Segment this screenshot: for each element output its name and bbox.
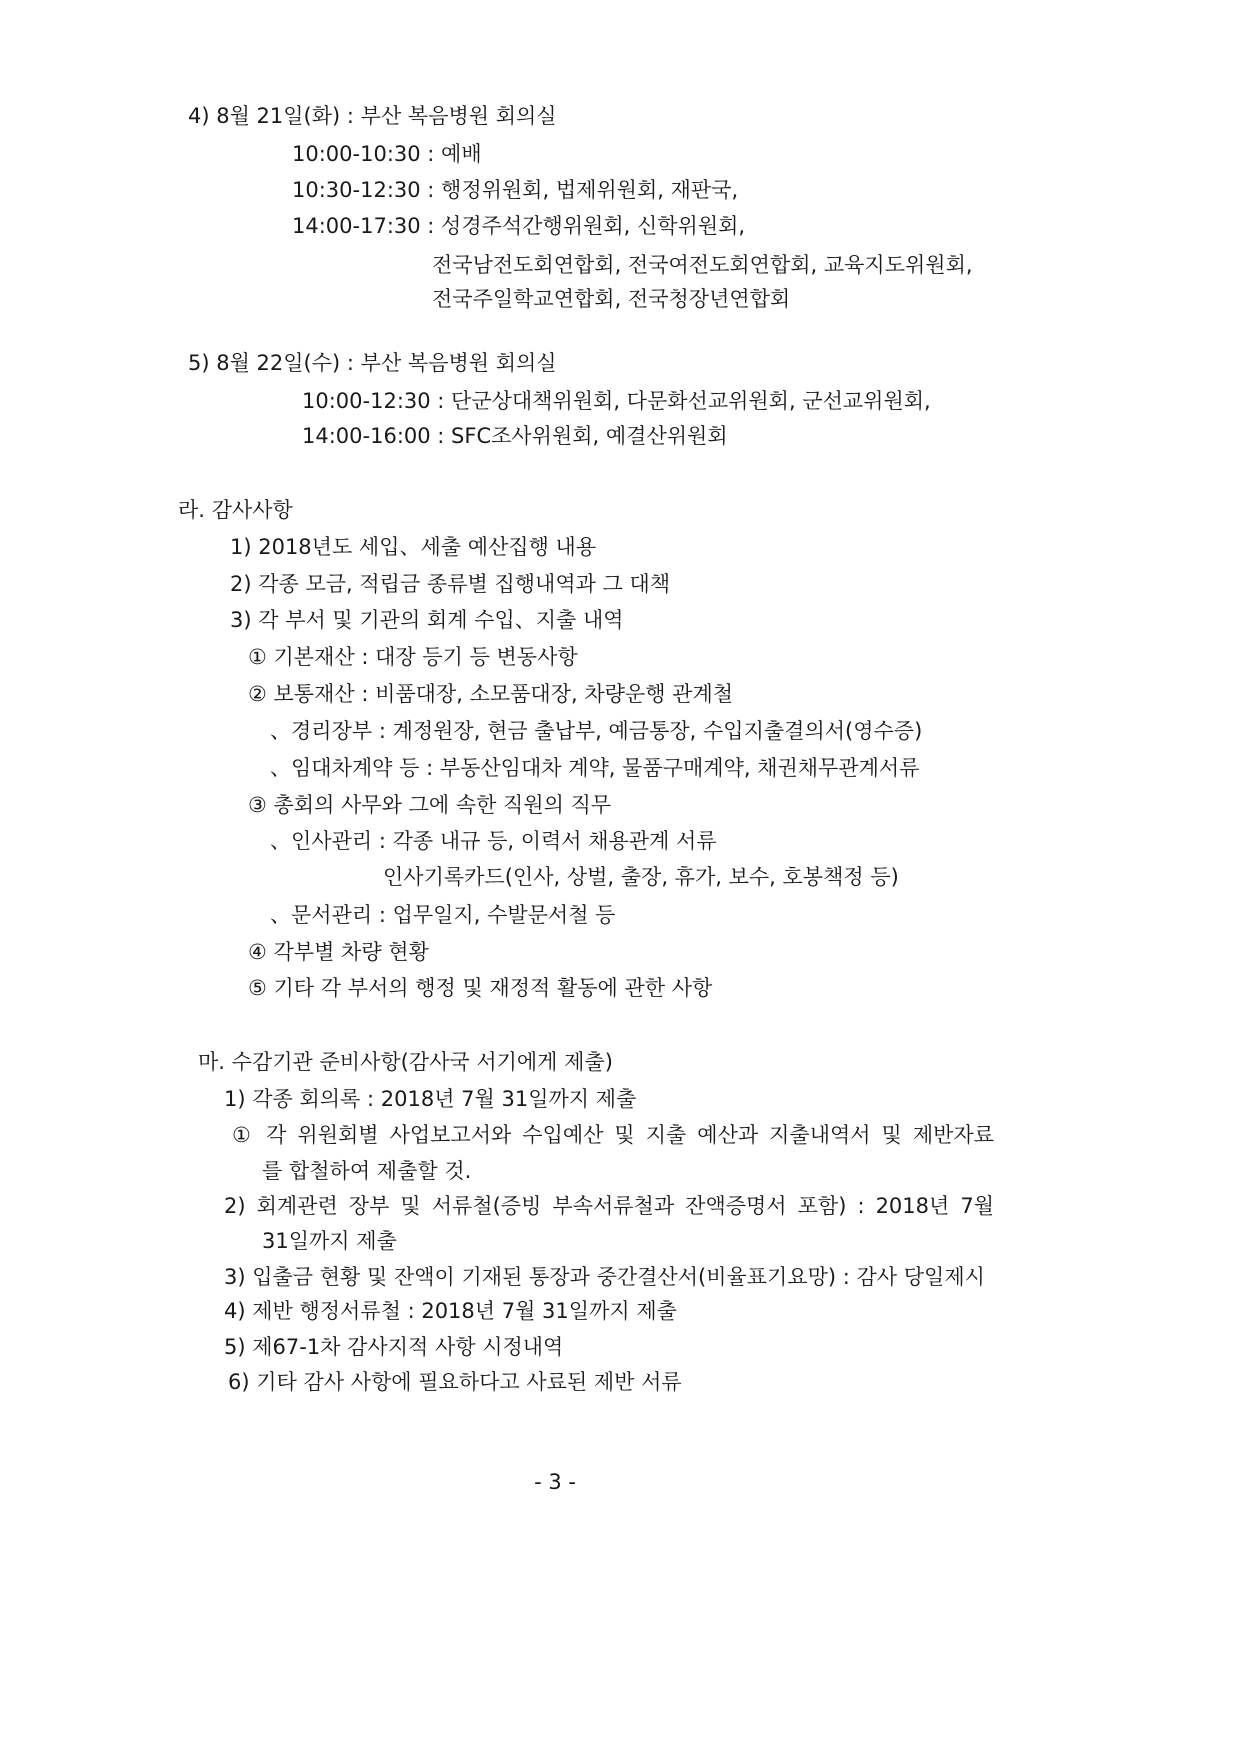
section-5-heading: 5) 8월 22일(수) : 부산 복음병원 회의실 [188,351,557,375]
list-item: 인사기록카드(인사, 상벌, 출장, 휴가, 보수, 호봉책정 등) [383,865,899,889]
preparation-heading: 마. 수감기관 준비사항(감사국 서기에게 제출) [198,1050,613,1074]
section-4-heading: 4) 8월 21일(화) : 부산 복음병원 회의실 [188,104,557,128]
list-item: ① 각 위원회별 사업보고서와 수입예산 및 지출 예산과 지출내역서 및 제반자료 [232,1123,994,1147]
list-item: 1) 각종 회의록 : 2018년 7월 31일까지 제출 [224,1087,637,1111]
list-item: ① 기본재산 : 대장 등기 등 변동사항 [248,645,578,669]
schedule-line: 10:30-12:30 : 행정위원회, 법제위원회, 재판국, [292,178,739,202]
schedule-line: 10:00-10:30 : 예배 [292,142,482,166]
list-item: 3) 각 부서 및 기관의 회계 수입、지출 내역 [230,608,624,632]
list-item-continued: 를 합철하여 제출할 것. [262,1159,472,1183]
list-item: 3) 입출금 현황 및 잔액이 기재된 통장과 중간결산서(비율표기요망) : 감사 당일제시 [224,1265,985,1289]
list-item: ② 보통재산 : 비품대장, 소모품대장, 차량운행 관계철 [248,682,734,706]
list-item: 、임대차계약 등 : 부동산임대차 계약, 물품구매계약, 채권채무관계서류 [270,756,920,780]
list-item: 、인사관리 : 각종 내규 등, 이력서 채용관계 서류 [270,829,717,853]
page-number: - 3 - [534,1470,576,1494]
schedule-line: 14:00-16:00 : SFC조사위원회, 예결산위원회 [302,424,728,448]
list-item: ④ 각부별 차량 현황 [248,940,429,964]
list-item: 5) 제67-1차 감사지적 사항 시정내역 [224,1335,564,1359]
list-item: 、문서관리 : 업무일지, 수발문서철 등 [270,903,616,927]
schedule-line: 14:00-17:30 : 성경주석간행위원회, 신학위원회, [292,214,746,238]
list-item-continued: 31일까지 제출 [262,1229,397,1253]
audit-items-heading: 라. 감사사항 [178,498,293,522]
list-item: 、경리장부 : 계정원장, 현금 출납부, 예금통장, 수입지출결의서(영수증) [270,719,923,743]
list-item: 2) 회계관련 장부 및 서류철(증빙 부속서류철과 잔액증명서 포함) : 2018년 7월 [224,1194,994,1218]
list-item: ⑤ 기타 각 부서의 행정 및 재정적 활동에 관한 사항 [248,976,713,1000]
list-item: 2) 각종 모금, 적립금 종류별 집행내역과 그 대책 [230,572,671,596]
schedule-line: 10:00-12:30 : 단군상대책위원회, 다문화선교위원회, 군선교위원회, [302,389,931,413]
schedule-line: 전국남전도회연합회, 전국여전도회연합회, 교육지도위원회, [432,253,973,277]
schedule-line: 전국주일학교연합회, 전국청장년연합회 [432,287,791,311]
list-item: ③ 총회의 사무와 그에 속한 직원의 직무 [248,793,612,817]
list-item: 1) 2018년도 세입、세출 예산집행 내용 [230,535,597,559]
list-item: 4) 제반 행정서류철 : 2018년 7월 31일까지 제출 [224,1299,677,1323]
list-item: 6) 기타 감사 사항에 필요하다고 사료된 제반 서류 [228,1370,682,1394]
